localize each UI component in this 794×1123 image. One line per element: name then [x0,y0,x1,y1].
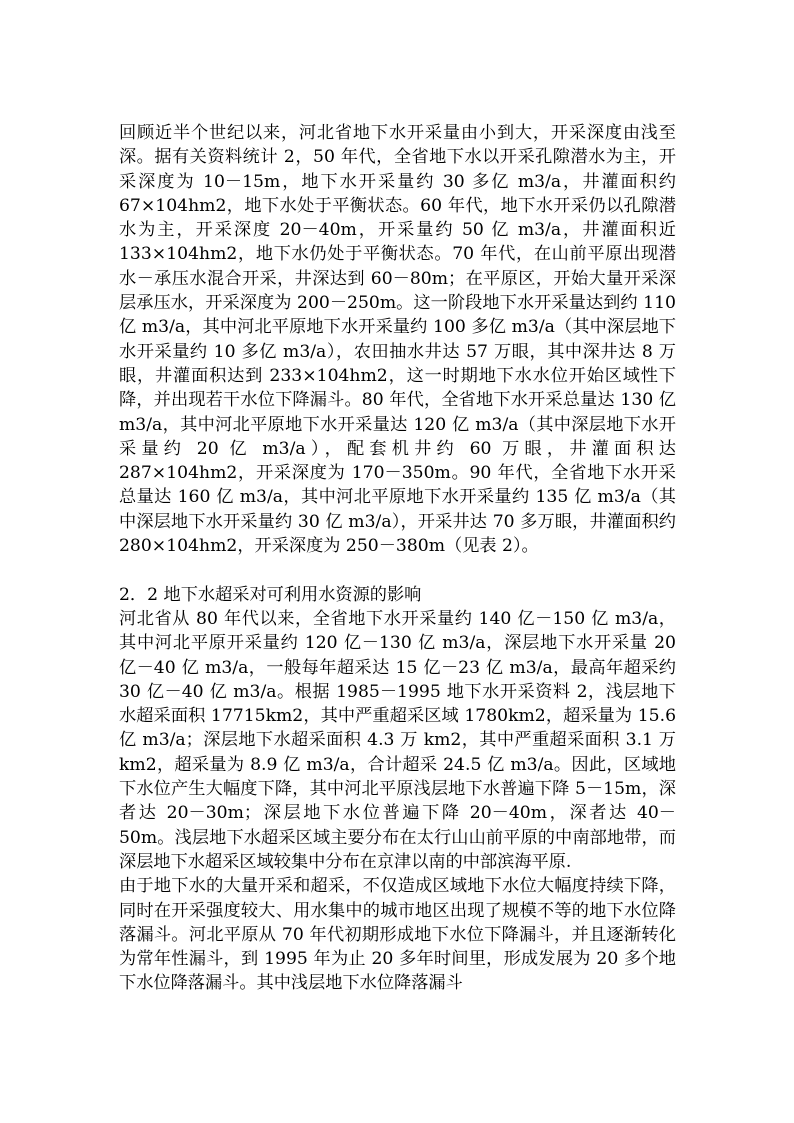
section-heading: 2．2 地下水超采对可利用水资源的影响 [119,584,422,605]
document-body [119,121,676,996]
paragraph-history: 回顾近半个世纪以来，河北省地下水开采量由小到大，开采深度由浅至深。据有关资料统计 2，50 年代，全省地下水以开采孔隙潜水为主，开采深度为 10－15m，地下水开采量约 30 多亿 m3/a，井灌面积约 67×104hm2，地下水处于平衡状态。60 年代，地下水开采仍以孔隙潜水为主，开采深度 20－40m，开采量约 50 亿 m3/a，井灌面积近 133×104hm2，地下水仍处于平衡状态。70 年代，在山前平原出现潜水－承压水混合开采，井深达到 60－80m；在平原区，开始大量开采深层承压水，开采深度为 200－250m。这一阶段地下水开采量达到约 110 亿 m3/a，其中河北平原地下水开采量约 100 多亿 m3/a（其中深层地下水开采量约 10 多亿 m3/a），农田抽水井达 57 万眼，其中深井达 8 万眼，井灌面积达到 233×104hm2，这一时期地下水水位开始区域性下降，并出现若干水位下降漏斗。80 年代，全省地下水开采总量达 130 亿 m3/a，其中河北平原地下水开采量达 120 亿 m3/a（其中深层地下水开采量约 20 亿 m3/a），配套机井约 60 万眼，井灌面积达 287×104hm2，开采深度为 170－350m。90 年代，全省地下水开采总量达 160 亿 m3/a，其中河北平原地下水开采量约 135 亿 m3/a（其中深层地下水开采量约 30 亿 m3/a），开采井达 70 多万眼，井灌面积约 280×104hm2，开采深度为 250－380m（见表 2）。 [119,123,676,557]
paragraph-overexploitation: 河北省从 80 年代以来，全省地下水开采量约 140 亿－150 亿 m3/a，其中河北平原开采量约 120 亿－130 亿 m3/a，深层地下水开采量 20 亿－40 亿 m3/a，一般每年超采达 15 亿－23 亿 m3/a，最高年超采约 30 亿－40 亿 m3/a。根据 1985－1995 地下水开采资料 2，浅层地下水超采面积 17715km2，其中严重超采区域 1780km2，超采量为 15.6 亿 m3/a；深层地下水超采面积 4.3 万 km2，其中严重超采面积 3.1 万 km2，超采量为 8.9 亿 m3/a，合计超采 24.5 亿 m3/a。因此，区域地下水位产生大幅度下降，其中河北平原浅层地下水普遍下降 5－15m，深者达 20－30m；深层地下水位普遍下降 20－40m，深者达 40－50m。浅层地下水超采区域主要分布在太行山山前平原的中南部地带，而深层地下水超采区域较集中分布在京津以南的中部滨海平原. [119,608,676,872]
paragraph-gap [119,558,676,582]
paragraph-depression-cones: 由于地下水的大量开采和超采，不仅造成区域地下水位大幅度持续下降，同时在开采强度较大、用水集中的城市地区出现了规模不等的地下水位降落漏斗。河北平原从 70 年代初期形成地下水位下降漏斗，并且逐渐转化为常年性漏斗，到 1995 年为止 20 多年时间里，形成发展为 20 多个地下水位降落漏斗。其中浅层地下水位降落漏斗 [119,876,676,994]
